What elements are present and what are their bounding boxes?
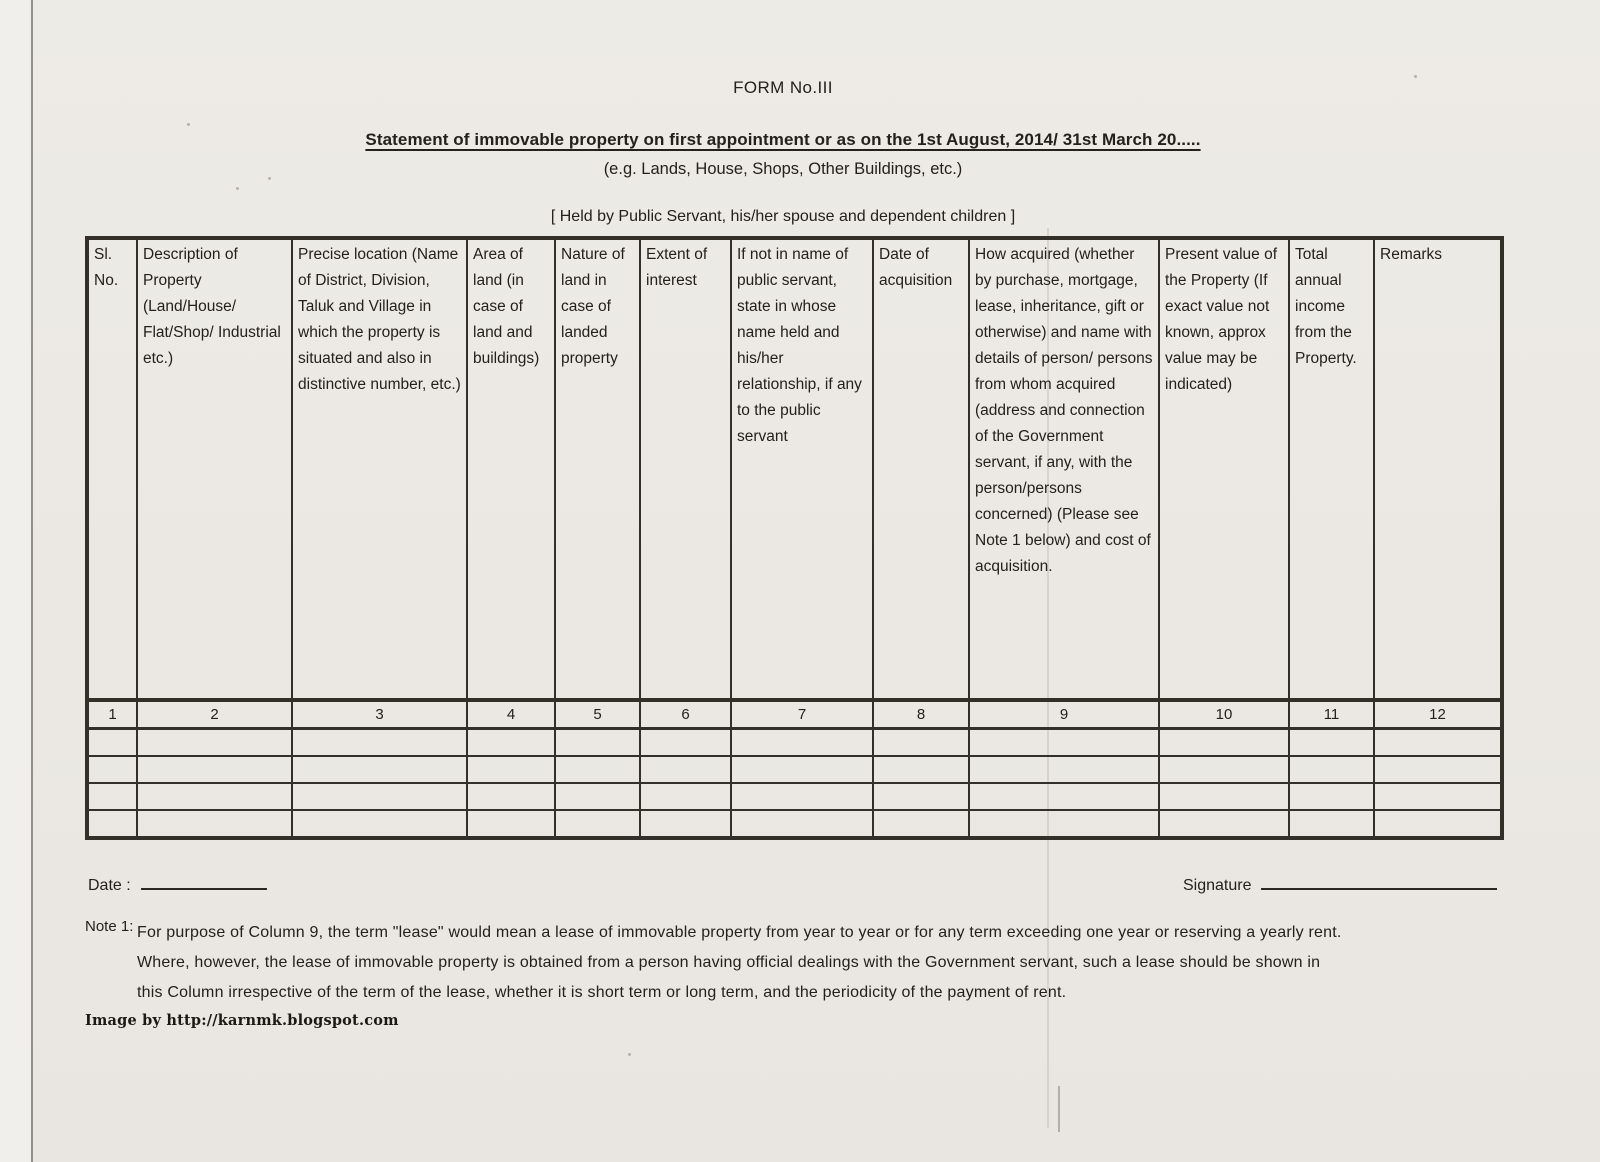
signature-label: Signature [1183,877,1252,894]
empty-cell [467,810,555,838]
col-number: 10 [1159,700,1289,729]
empty-cell [640,729,731,757]
empty-data-row [87,729,1502,757]
empty-cell [969,810,1159,838]
form-title-text: Statement of immovable property on first appointment or as on the 1st August, 2014/ 31st March 20..... [365,130,1201,149]
scan-speck [628,1053,631,1056]
paper-crease-mark [1058,1086,1060,1132]
empty-cell [292,729,467,757]
col-number: 1 [87,700,137,729]
empty-cell [731,810,873,838]
col-number: 4 [467,700,555,729]
col-header-nature-of-land: Nature of land in case of landed property [555,238,640,700]
empty-cell [137,783,292,810]
property-statement-table [85,236,1504,840]
note-1 [85,918,1497,1008]
empty-data-row [87,783,1502,810]
table-header-row [87,238,1502,700]
date-label: Date : [88,877,131,894]
col-header-area-of-land: Area of land (in case of land and buildings) [467,238,555,700]
empty-cell [555,783,640,810]
empty-cell [555,756,640,783]
empty-cell [969,729,1159,757]
scan-speck [236,187,239,190]
empty-data-row [87,756,1502,783]
empty-cell [467,783,555,810]
note-line-2: Where, however, the lease of immovable property is obtained from a person having official dealings with the Government servant, such a lease should be shown in [137,954,1321,971]
col-header-extent-interest: Extent of interest [640,238,731,700]
date-line [88,874,267,895]
empty-cell [1159,810,1289,838]
empty-cell [731,783,873,810]
empty-cell [87,783,137,810]
empty-cell [555,810,640,838]
empty-cell [873,756,969,783]
note-text [137,918,1497,1008]
col-number: 12 [1374,700,1502,729]
col-header-description: Description of Property (Land/House/ Flat/Shop/ Industrial etc.) [137,238,292,700]
empty-cell [1159,729,1289,757]
empty-data-row [87,810,1502,838]
col-number: 7 [731,700,873,729]
col-number: 8 [873,700,969,729]
signature-line [1183,874,1497,895]
col-header-sl-no: Sl. No. [87,238,137,700]
empty-cell [137,756,292,783]
empty-cell [137,810,292,838]
held-by-line: [ Held by Public Servant, his/her spouse and dependent children ] [550,208,1016,225]
empty-cell [1159,756,1289,783]
empty-cell [137,729,292,757]
empty-cell [292,810,467,838]
empty-cell [87,810,137,838]
col-header-annual-income: Total annual income from the Property. [1289,238,1374,700]
empty-cell [731,729,873,757]
empty-cell [1289,810,1374,838]
empty-cell [873,810,969,838]
empty-cell [1289,756,1374,783]
col-number: 2 [137,700,292,729]
empty-cell [1289,729,1374,757]
date-blank [141,874,267,890]
empty-cell [1374,810,1502,838]
empty-cell [1374,756,1502,783]
col-number: 6 [640,700,731,729]
empty-cell [640,810,731,838]
col-number: 11 [1289,700,1374,729]
empty-cell [969,783,1159,810]
col-header-if-not-in-name: If not in name of public servant, state in whose name held and his/her relationship, if any to the public servant [731,238,873,700]
empty-cell [467,729,555,757]
column-number-row [87,700,1502,729]
empty-cell [1159,783,1289,810]
col-header-present-value: Present value of the Property (If exact value not known, approx value may be indicated) [1159,238,1289,700]
empty-cell [467,756,555,783]
empty-cell [1374,729,1502,757]
form-subtitle: (e.g. Lands, House, Shops, Other Buildings, etc.) [603,160,963,178]
note-label: Note 1: [85,918,134,935]
empty-cell [731,756,873,783]
note-line-3: this Column irrespective of the term of the lease, whether it is short term or long term, and the periodicity of the payment of rent. [137,984,1067,1001]
col-header-precise-location: Precise location (Name of District, Division, Taluk and Village in which the property is situated and also in distinctive number, etc.) [292,238,467,700]
empty-cell [292,756,467,783]
empty-cell [87,729,137,757]
col-number: 9 [969,700,1159,729]
col-header-date-acquisition: Date of acquisition [873,238,969,700]
empty-cell [873,783,969,810]
empty-cell [969,756,1159,783]
empty-cell [292,783,467,810]
empty-cell [1289,783,1374,810]
col-header-how-acquired: How acquired (whether by purchase, mortgage, lease, inheritance, gift or otherwise) and name with details of person/ persons from whom acquired (address and connection of the Government servant, if any, with the person/persons concerned) (Please see Note 1 below) and cost of acquisition. [969,238,1159,700]
col-header-remarks: Remarks [1374,238,1502,700]
col-number: 3 [292,700,467,729]
watermark-credit: Image by http://karnmk.blogspot.com [85,1012,399,1029]
empty-cell [640,783,731,810]
form-title [0,130,1566,150]
empty-cell [87,756,137,783]
empty-cell [640,756,731,783]
note-line-1: For purpose of Column 9, the term "lease" would mean a lease of immovable property from year to year or for any term exceeding one year or reserving a yearly rent. [137,924,1342,941]
form-number-heading: FORM No.III [733,78,833,97]
signature-blank [1261,874,1497,890]
col-number: 5 [555,700,640,729]
empty-cell [1374,783,1502,810]
empty-cell [873,729,969,757]
empty-cell [555,729,640,757]
scan-speck [187,123,190,126]
